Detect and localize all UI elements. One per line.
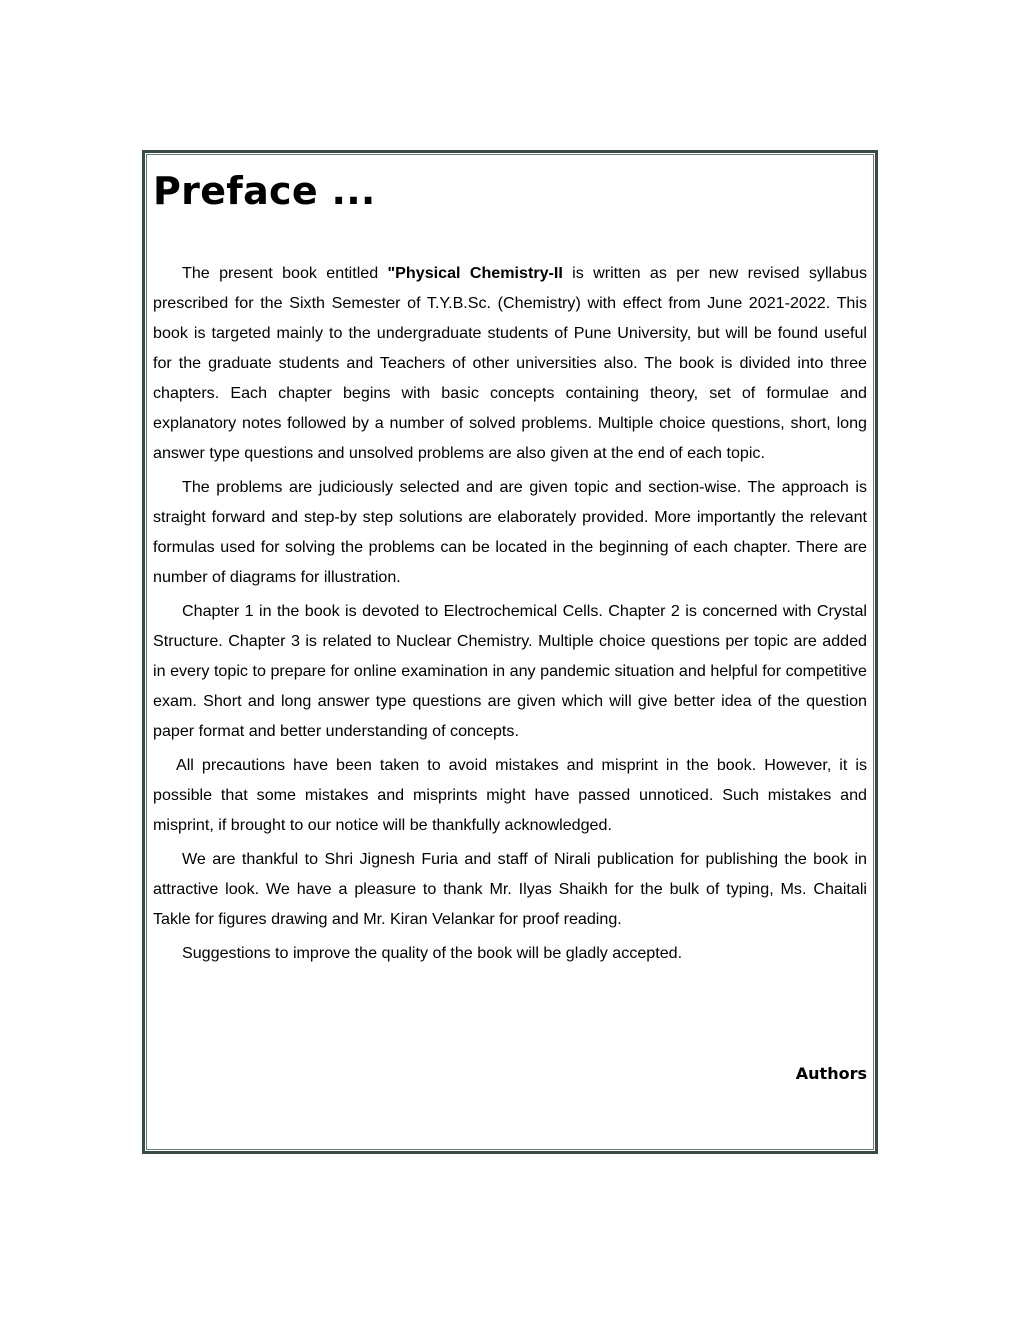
preface-content (151, 159, 869, 1145)
paragraph-suggestions: Suggestions to improve the quality of the book will be gladly accepted. (182, 944, 683, 962)
page-border-frame (142, 150, 878, 1154)
authors-signature: Authors (795, 1064, 867, 1083)
paragraph-intro-rest: is written as per new revised syllabus prescribed for the Sixth Semester of T.Y.B.Sc. (Chemistry) with effect from June 2021-2022. This book is targeted mainly to the undergraduate students of Pune University, but will be found useful for the graduate students and Teachers of other universities also. The book is divided into three chapters. Each chapter begins with basic concepts containing theory, set of formulae and explanatory notes followed by a number of solved problems. Multiple choice questions, short, long answer type questions and unsolved problems are also given at the end of each topic. (153, 264, 867, 462)
page-title: Preface ... (153, 169, 376, 213)
paragraph-precautions: All precautions have been taken to avoid mistakes and misprint in the book. However, it is possible that some mistakes and misprints might have passed unnoticed. Such mistakes and misprint, if brought to our notice will be thankfully acknowledged. (153, 756, 867, 834)
paragraph-chapters: Chapter 1 in the book is devoted to Electrochemical Cells. Chapter 2 is concerned with Crystal Structure. Chapter 3 is related to Nuclear Chemistry. Multiple choice questions per topic are added in every topic to prepare for online examination in any pandemic situation and helpful for competitive exam. Short and long answer type questions are given which will give better idea of the question paper format and better understanding of concepts. (153, 602, 867, 740)
preface-body (153, 258, 867, 972)
paragraph-thanks: We are thankful to Shri Jignesh Furia and staff of Nirali publication for publishing the book in attractive look. We have a pleasure to thank Mr. Ilyas Shaikh for the bulk of typing, Ms. Chaitali Takle for figures drawing and Mr. Kiran Velankar for proof reading. (153, 850, 867, 928)
book-title: "Physical Chemistry-II (387, 264, 563, 282)
paragraph-intro (153, 258, 867, 468)
paragraph-problems: The problems are judiciously selected and are given topic and section-wise. The approach is straight forward and step-by step solutions are elaborately provided. More importantly the relevant formulas used for solving the problems can be located in the beginning of each chapter. There are number of diagrams for illustration. (153, 478, 867, 586)
paragraph-intro-lead: The present book entitled (182, 264, 388, 282)
